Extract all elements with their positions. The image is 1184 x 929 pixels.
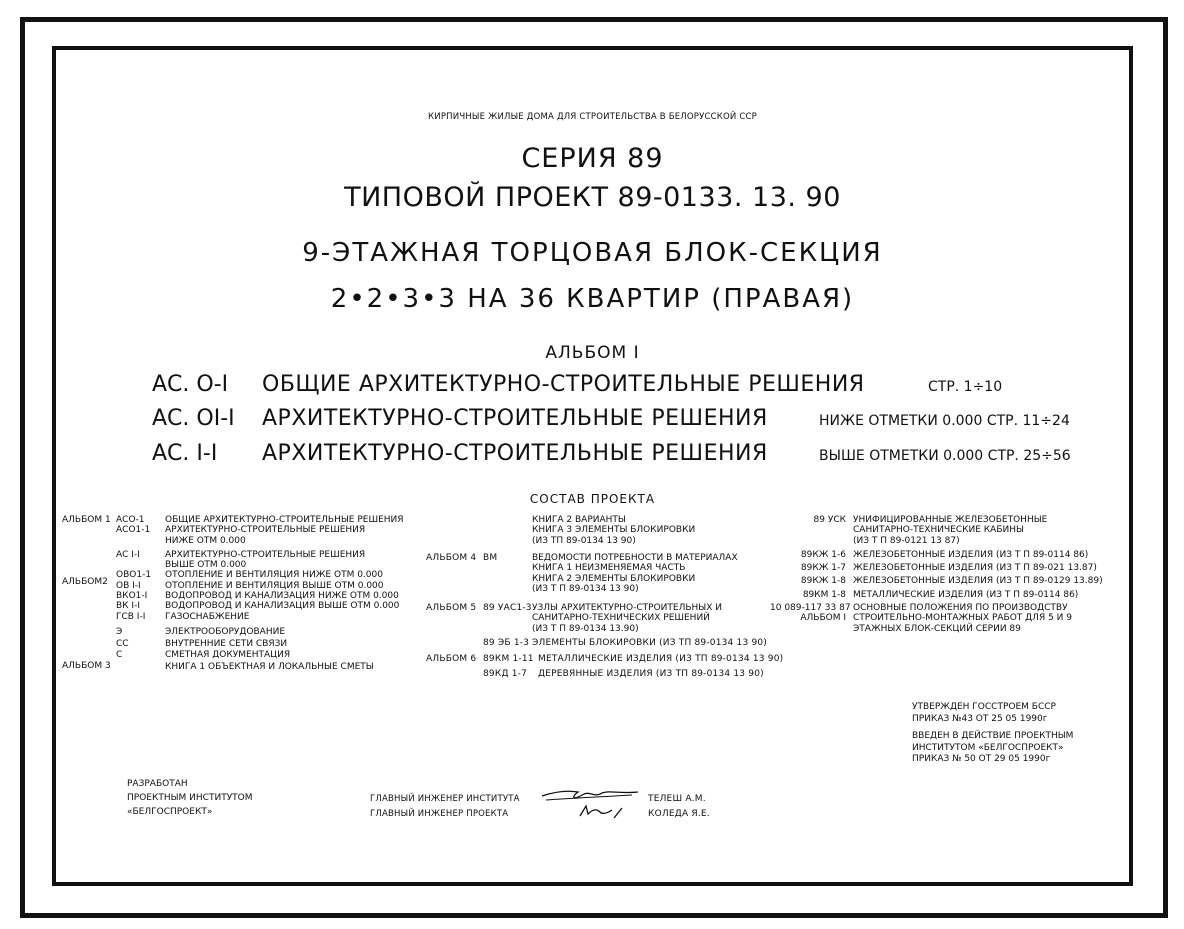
- section-code: АС. I-I: [152, 441, 218, 466]
- section-note: СТР. 1÷10: [928, 379, 1003, 395]
- doc-title: ЭЛЕКТРООБОРУДОВАНИЕ: [165, 626, 286, 637]
- doc-title: ОСНОВНЫЕ ПОЛОЖЕНИЯ ПО ПРОИЗВОДСТВУ: [853, 603, 1068, 614]
- section-title: ОБЩИЕ АРХИТЕКТУРНО-СТРОИТЕЛЬНЫЕ РЕШЕНИЯ: [262, 372, 865, 397]
- doc-title: ВНУТРЕННИЕ СЕТИ СВЯЗИ: [165, 639, 288, 650]
- doc-title: ГАЗОСНАБЖЕНИЕ: [165, 611, 250, 622]
- doc-code: 89КМ 1-8: [802, 589, 846, 600]
- doc-title: КНИГА 1 ОБЪЕКТНАЯ И ЛОКАЛЬНЫЕ СМЕТЫ: [165, 661, 374, 672]
- doc-title: ЖЕЛЕЗОБЕТОННЫЕ ИЗДЕЛИЯ (ИЗ Т П 89-0114 86): [853, 549, 1089, 560]
- doc-code: [770, 525, 846, 535]
- series-title: СЕРИЯ 89: [521, 143, 664, 174]
- doc-code: ГСВ I-I: [116, 611, 146, 622]
- doc-title: ОТОПЛЕНИЕ И ВЕНТИЛЯЦИЯ ВЫШЕ ОТМ 0.000: [165, 580, 384, 591]
- col2-top: [532, 515, 695, 546]
- section-code: АС. О-I: [152, 372, 229, 397]
- doc-title: ЭЛЕМЕНТЫ БЛОКИРОВКИ (ИЗ ТП 89-0134 13 90): [532, 638, 768, 648]
- doc-code: 89КЖ 1-8: [800, 576, 846, 587]
- album-label: АЛЬБОМ 3: [62, 661, 111, 672]
- album-label: АЛЬБОМ 4: [426, 553, 477, 563]
- doc-code: 89КД 1-7: [483, 669, 528, 679]
- doc-code: 89 ЭБ 1-3: [483, 638, 530, 648]
- approval-line: УТВЕРЖДЕН ГОССТРОЕМ БССР: [912, 702, 1056, 712]
- section-title: АРХИТЕКТУРНО-СТРОИТЕЛЬНЫЕ РЕШЕНИЯ: [262, 441, 768, 466]
- section-title: АРХИТЕКТУРНО-СТРОИТЕЛЬНЫЕ РЕШЕНИЯ: [262, 406, 768, 431]
- header-subtitle: КИРПИЧНЫЕ ЖИЛЫЕ ДОМА ДЛЯ СТРОИТЕЛЬСТВА В БЕЛОРУССКОЙ ССР: [428, 112, 757, 122]
- doc-code: АСО1-1: [116, 525, 151, 536]
- album-label: АЛЬБОМ2: [62, 576, 108, 587]
- approval-block: [912, 702, 1073, 766]
- doc-code: АЛЬБОМ I: [800, 613, 846, 624]
- album-label: АЛЬБОМ 1: [62, 515, 111, 525]
- col2-album5: [532, 603, 722, 634]
- doc-title: НИЖЕ ОТМ 0.000: [165, 535, 246, 546]
- doc-title: КНИГА 3 ЭЛЕМЕНТЫ БЛОКИРОВКИ: [532, 525, 696, 536]
- section-note: НИЖЕ ОТМЕТКИ 0.000 СТР. 11÷24: [819, 413, 1070, 429]
- approval-line: ВВЕДЕН В ДЕЙСТВИЕ ПРОЕКТНЫМ: [912, 731, 1074, 741]
- doc-code: ОВ I-I: [116, 580, 141, 591]
- col2-album4: [532, 553, 738, 594]
- developer-line: «БЕЛГОСПРОЕКТ»: [127, 807, 213, 817]
- doc-code: 89КЖ 1-6: [800, 549, 846, 560]
- doc-title: СМЕТНАЯ ДОКУМЕНТАЦИЯ: [165, 649, 291, 660]
- doc-title: ОБЩИЕ АРХИТЕКТУРНО-СТРОИТЕЛЬНЫЕ РЕШЕНИЯ: [165, 515, 404, 525]
- doc-title: ВЕДОМОСТИ ПОТРЕБНОСТИ В МАТЕРИАЛАХ: [532, 553, 738, 563]
- approval-line: ПРИКАЗ №43 ОТ 25 05 1990г: [912, 713, 1048, 724]
- doc-title: ВОДОПРОВОД И КАНАЛИЗАЦИЯ НИЖЕ ОТМ 0.000: [165, 591, 399, 602]
- col1-albums: [62, 515, 111, 671]
- project-name-line1: 9-ЭТАЖНАЯ ТОРЦОВАЯ БЛОК-СЕКЦИЯ: [302, 238, 883, 268]
- doc-code: 10 089-117 33 87: [770, 603, 851, 614]
- doc-code: 89КЖ 1-7: [800, 563, 846, 574]
- project-name-line2: 2•2•3•3 НА 36 КВАРТИР (ПРАВАЯ): [330, 284, 855, 314]
- doc-title: ЭТАЖНЫХ БЛОК-СЕКЦИЙ СЕРИИ 89: [853, 623, 1021, 634]
- approval-line: ИНСТИТУТОМ «БЕЛГОСПРОЕКТ»: [912, 742, 1064, 753]
- doc-code: Э: [116, 626, 123, 637]
- doc-code: ОВО1-1: [116, 570, 152, 581]
- developer-line: РАЗРАБОТАН: [127, 779, 188, 789]
- doc-title: ДЕРЕВЯННЫЕ ИЗДЕЛИЯ (ИЗ ТП 89-0134 13 90): [538, 669, 764, 679]
- signature-role: ГЛАВНЫЙ ИНЖЕНЕР ПРОЕКТА: [370, 809, 509, 819]
- album-title: АЛЬБОМ I: [545, 343, 640, 363]
- project-title: ТИПОВОЙ ПРОЕКТ 89-0133. 13. 90: [344, 182, 841, 213]
- doc-title: (ИЗ ТП 89-0134 13 90): [532, 535, 636, 546]
- developer-line: ПРОЕКТНЫМ ИНСТИТУТОМ: [127, 793, 253, 803]
- doc-title: КНИГА 2 ВАРИАНТЫ: [532, 515, 626, 525]
- section-note: ВЫШЕ ОТМЕТКИ 0.000 СТР. 25÷56: [819, 448, 1071, 464]
- doc-title: КНИГА 1 НЕИЗМЕНЯЕМАЯ ЧАСТЬ: [532, 563, 686, 574]
- doc-code: ВМ: [483, 553, 498, 563]
- doc-title: АРХИТЕКТУРНО-СТРОИТЕЛЬНЫЕ РЕШЕНИЯ: [165, 549, 366, 560]
- doc-title: АРХИТЕКТУРНО-СТРОИТЕЛЬНЫЕ РЕШЕНИЯ: [165, 525, 366, 536]
- doc-code: АС I-I: [116, 549, 140, 560]
- doc-title: СТРОИТЕЛЬНО-МОНТАЖНЫХ РАБОТ ДЛЯ 5 И 9: [853, 613, 1072, 624]
- doc-title: (ИЗ Т П 89-0121 13 87): [853, 535, 960, 546]
- doc-title: ЖЕЛЕЗОБЕТОННЫЕ ИЗДЕЛИЯ (ИЗ Т П 89-021 13.87): [853, 563, 1097, 574]
- doc-title: УНИФИЦИРОВАННЫЕ ЖЕЛЕЗОБЕТОННЫЕ: [853, 515, 1048, 525]
- doc-code: 89КМ 1-11: [483, 654, 534, 664]
- developer-block: [127, 777, 253, 819]
- signatory-name: ТЕЛЕШ А.М.: [648, 794, 706, 804]
- album-label: АЛЬБОМ 6: [426, 654, 477, 664]
- doc-title: КНИГА 2 ЭЛЕМЕНТЫ БЛОКИРОВКИ: [532, 573, 696, 584]
- doc-title: ОТОПЛЕНИЕ И ВЕНТИЛЯЦИЯ НИЖЕ ОТМ 0.000: [165, 570, 383, 581]
- doc-title: (ИЗ Т П 89-0134 13 90): [532, 583, 639, 594]
- col1-texts: [165, 515, 404, 672]
- signature-image: [540, 784, 640, 824]
- doc-title: УЗЛЫ АРХИТЕКТУРНО-СТРОИТЕЛЬНЫХ И: [532, 603, 723, 613]
- col3-texts: [853, 515, 1103, 634]
- doc-code: ВКО1-I: [116, 591, 148, 602]
- doc-code: 89 УСК: [813, 515, 846, 525]
- signature-role: ГЛАВНЫЙ ИНЖЕНЕР ИНСТИТУТА: [370, 794, 520, 804]
- doc-code: [770, 624, 846, 634]
- composition-title: СОСТАВ ПРОЕКТА: [529, 492, 656, 506]
- doc-title: ВОДОПРОВОД И КАНАЛИЗАЦИЯ ВЫШЕ ОТМ 0.000: [165, 601, 400, 612]
- doc-title: (ИЗ Т П 89-0134 13.90): [532, 623, 639, 634]
- doc-title: ЖЕЛЕЗОБЕТОННЫЕ ИЗДЕЛИЯ (ИЗ Т П 89-0129 13.89): [853, 576, 1103, 587]
- col3-codes: [770, 515, 851, 634]
- doc-code: ВК I-I: [116, 601, 140, 612]
- doc-code: 89 УАС1-3: [483, 603, 532, 613]
- signatory-name: КОЛЕДА Я.Е.: [648, 809, 710, 819]
- col1-codes: [116, 515, 151, 660]
- doc-code: С: [116, 649, 123, 660]
- doc-code: СС: [116, 639, 129, 650]
- section-code: АС. ОI-I: [152, 406, 235, 431]
- doc-code: [770, 536, 846, 546]
- doc-title: САНИТАРНО-ТЕХНИЧЕСКИХ РЕШЕНИЙ: [532, 613, 710, 624]
- doc-code: АСО-1: [116, 515, 145, 525]
- doc-title: ВЫШЕ ОТМ 0.000: [165, 560, 247, 571]
- doc-title: МЕТАЛЛИЧЕСКИЕ ИЗДЕЛИЯ (ИЗ Т П 89-0114 86): [853, 589, 1079, 600]
- approval-line: ПРИКАЗ № 50 ОТ 29 05 1990г: [912, 754, 1051, 764]
- doc-title: МЕТАЛЛИЧЕСКИЕ ИЗДЕЛИЯ (ИЗ ТП 89-0134 13 90): [538, 654, 784, 664]
- doc-title: САНИТАРНО-ТЕХНИЧЕСКИЕ КАБИНЫ: [853, 525, 1024, 536]
- album-label: АЛЬБОМ 5: [426, 603, 477, 613]
